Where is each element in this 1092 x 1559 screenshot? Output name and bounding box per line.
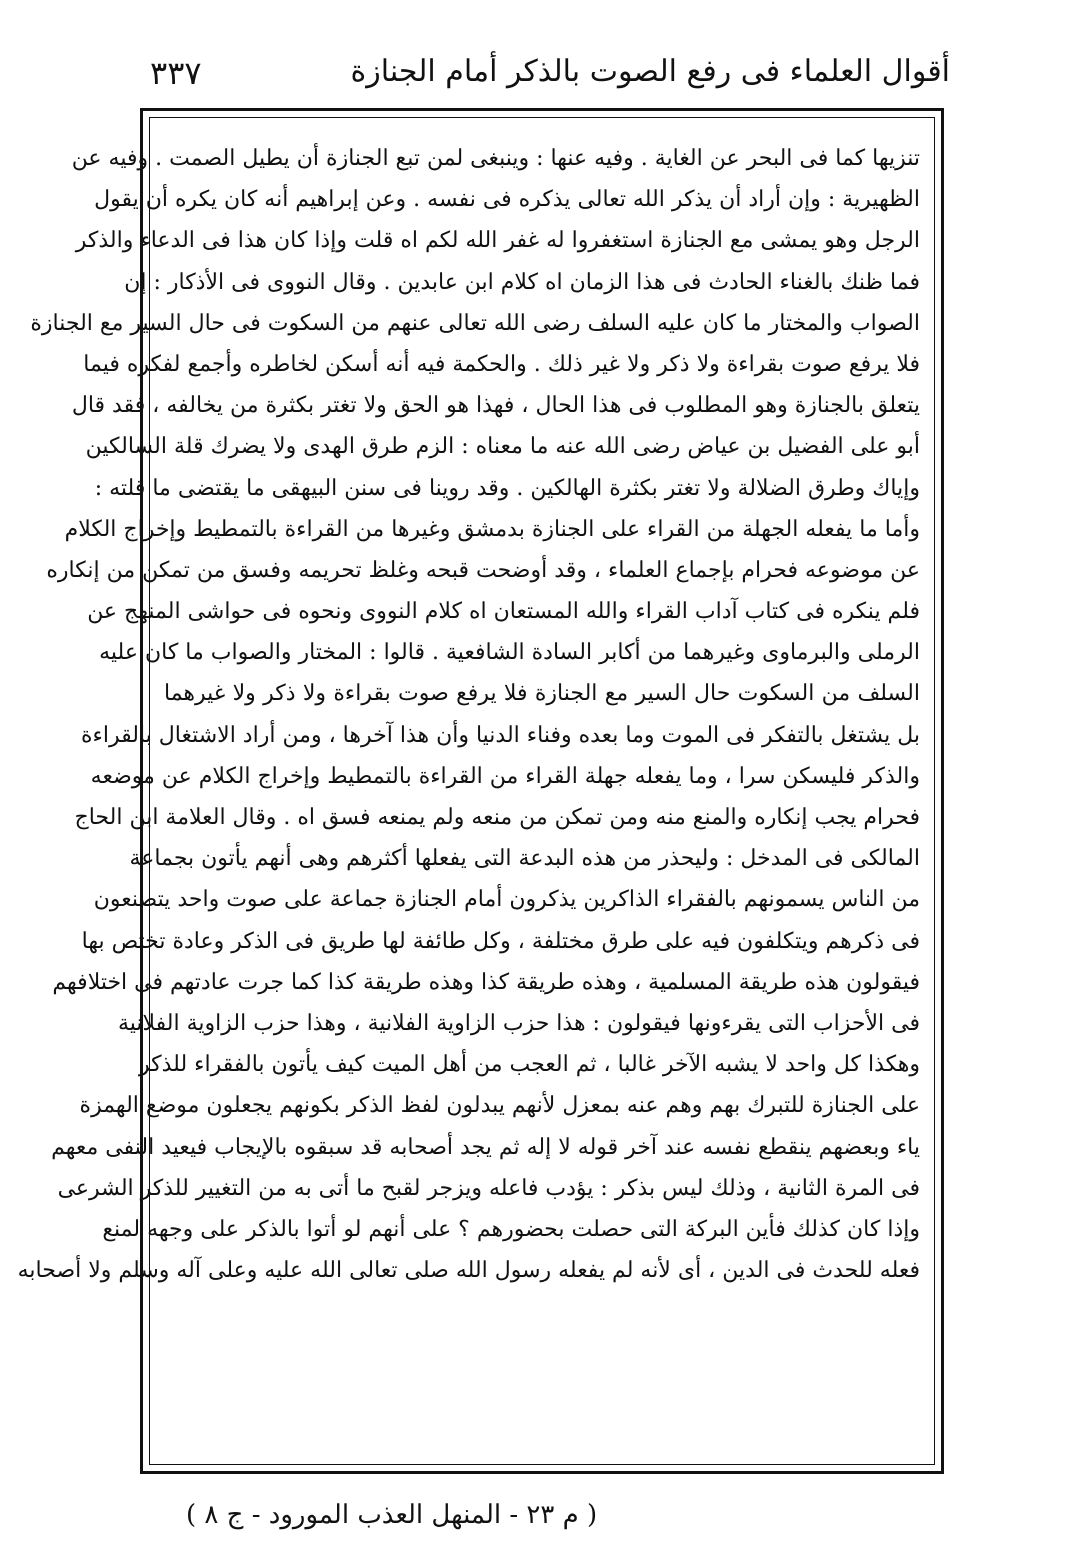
text-line: من الناس يسمونهم بالفقراء الذاكرين يذكرون أمام الجنازة جماعة على صوت واحد يتصنعون — [93, 887, 920, 913]
text-line: فحرام يجب إنكاره والمنع منه ومن تمكن من منعه ولم يمنعه فسق اه . وقال العلامة ابن الحاج — [74, 805, 920, 830]
text-line: السلف من السكوت حال السير مع الجنازة فلا يرفع صوت بقراءة ولا ذكر ولا غيرهما — [164, 681, 920, 707]
text-line: فيقولون هذه طريقة المسلمية ، وهذه طريقة كذا وهذه طريقة كذا كما جرت عادتهم فى اختلافهم — [52, 969, 920, 995]
text-line: على الجنازة للتبرك بهم وهم عنه بمعزل لأنهم يبدلون لفظ الذكر بكونهم يجعلون موضع الهمزة — [79, 1093, 920, 1119]
page-number: ٣٣٧ — [150, 54, 202, 92]
text-line: المالكى فى المدخل : وليحذر من هذه البدعة التى يفعلها أكثرهم وهى أنهم يأتون بجماعة — [129, 846, 920, 872]
text-line: بل يشتغل بالتفكر فى الموت وما بعده وفناء الدنيا وأن هذا آخرها ، ومن أراد الاشتغال بالقراءة — [81, 722, 920, 748]
body-text — [17, 138, 920, 1291]
text-line: فما ظنك بالغناء الحادث فى هذا الزمان اه كلام ابن عابدين . وقال النووى فى الأذكار : إن — [124, 269, 920, 295]
text-line: فى المرة الثانية ، وذلك ليس بذكر : يؤدب فاعله ويزجر لقبح ما أتى به من التغيير للذكر الشرعى — [57, 1175, 920, 1201]
text-line: وإياك وطرق الضلالة ولا تغتر بكثرة الهالكين . وقد روينا فى سنن البيهقى ما يقتضى ما قلته : — [94, 475, 920, 501]
text-line: فى ذكرهم ويتكلفون فيه على طرق مختلفة ، وكل طائفة لها طريق فى الذكر وعادة تختص بها — [81, 928, 920, 954]
text-line: ياء وبعضهم ينقطع نفسه عند آخر قوله لا إله ثم يجد أصحابه قد سبقوه بالإيجاب فيعيد النفى معهم — [51, 1134, 920, 1160]
text-frame-inner — [17, 117, 935, 1465]
text-line: الظهيرية : وإن أراد أن يذكر الله تعالى يذكره فى نفسه . وعن إبراهيم أنه كان يكره أن يقول — [94, 187, 920, 213]
text-line: وأما ما يفعله الجهلة من القراء على الجنازة بدمشق وغيرها من القراءة بالتمطيط وإخراج الكلام — [64, 516, 920, 542]
text-line: وإذا كان كذلك فأين البركة التى حصلت بحضورهم ؟ على أنهم لو أتوا بالذكر على وجهه لمنع — [102, 1216, 920, 1242]
text-line: فى الأحزاب التى يقرءونها فيقولون : هذا حزب الزاوية الفلانية ، وهذا حزب الزاوية الفلانية — [117, 1010, 920, 1036]
text-line: فلا يرفع صوت بقراءة ولا ذكر ولا غير ذلك . والحكمة فيه أنه أسكن لخاطره وأجمع لفكره فيما — [83, 351, 920, 377]
text-line: أبو على الفضيل بن عياض رضى الله عنه ما معناه : الزم طرق الهدى ولا يضرك قلة السالكين — [85, 434, 920, 460]
text-line: عن موضوعه فحرام بإجماع العلماء ، وقد أوضحت قبحه وغلظ تحريمه وفسق من تمكن من إنكاره — [46, 557, 920, 583]
running-title: أقوال العلماء فى رفع الصوت بالذكر أمام الجنازة — [350, 54, 950, 89]
text-line: تنزيها كما فى البحر عن الغاية . وفيه عنها : وينبغى لمن تبع الجنازة أن يطيل الصمت . وفيه عن — [71, 146, 920, 171]
text-line: الرملى والبرماوى وغيرهما من أكابر السادة الشافعية . قالوا : المختار والصواب ما كان عليه — [99, 640, 920, 666]
text-line: يتعلق بالجنازة وهو المطلوب فى هذا الحال ، فهذا هو الحق ولا تغتر بكثرة من يخالفه ، فقد قال — [71, 393, 920, 419]
signature-mark: ( م ٢٣ - المنهل العذب المورود - ج ٨ ) — [186, 1500, 598, 1530]
text-line: الرجل وهو يمشى مع الجنازة استغفروا له غفر الله لكم اه قلت وإذا كان هذا فى الدعاء والذكر — [75, 228, 920, 254]
text-frame — [17, 108, 944, 1474]
text-line: والذكر فليسكن سرا ، وما يفعله جهلة القراء من القراءة بالتمطيط وإخراج الكلام عن موضعه — [90, 763, 920, 789]
text-line: فعله للحدث فى الدين ، أى لأنه لم يفعله رسول الله صلى تعالى الله عليه وعلى آله وسلم ولا أصحابه — [17, 1258, 920, 1284]
text-line: الصواب والمختار ما كان عليه السلف رضى الله تعالى عنهم من السكوت فى حال السير مع الجنازة — [30, 310, 920, 336]
text-line: وهكذا كل واحد لا يشبه الآخر غالبا ، ثم العجب من أهل الميت كيف يأتون بالفقراء للذكر — [139, 1052, 920, 1078]
text-line: فلم ينكره فى كتاب آداب القراء والله المستعان اه كلام النووى ونحوه فى حواشى المنهج عن — [87, 599, 920, 625]
page-footer — [186, 1500, 606, 1550]
page-header — [150, 48, 950, 98]
